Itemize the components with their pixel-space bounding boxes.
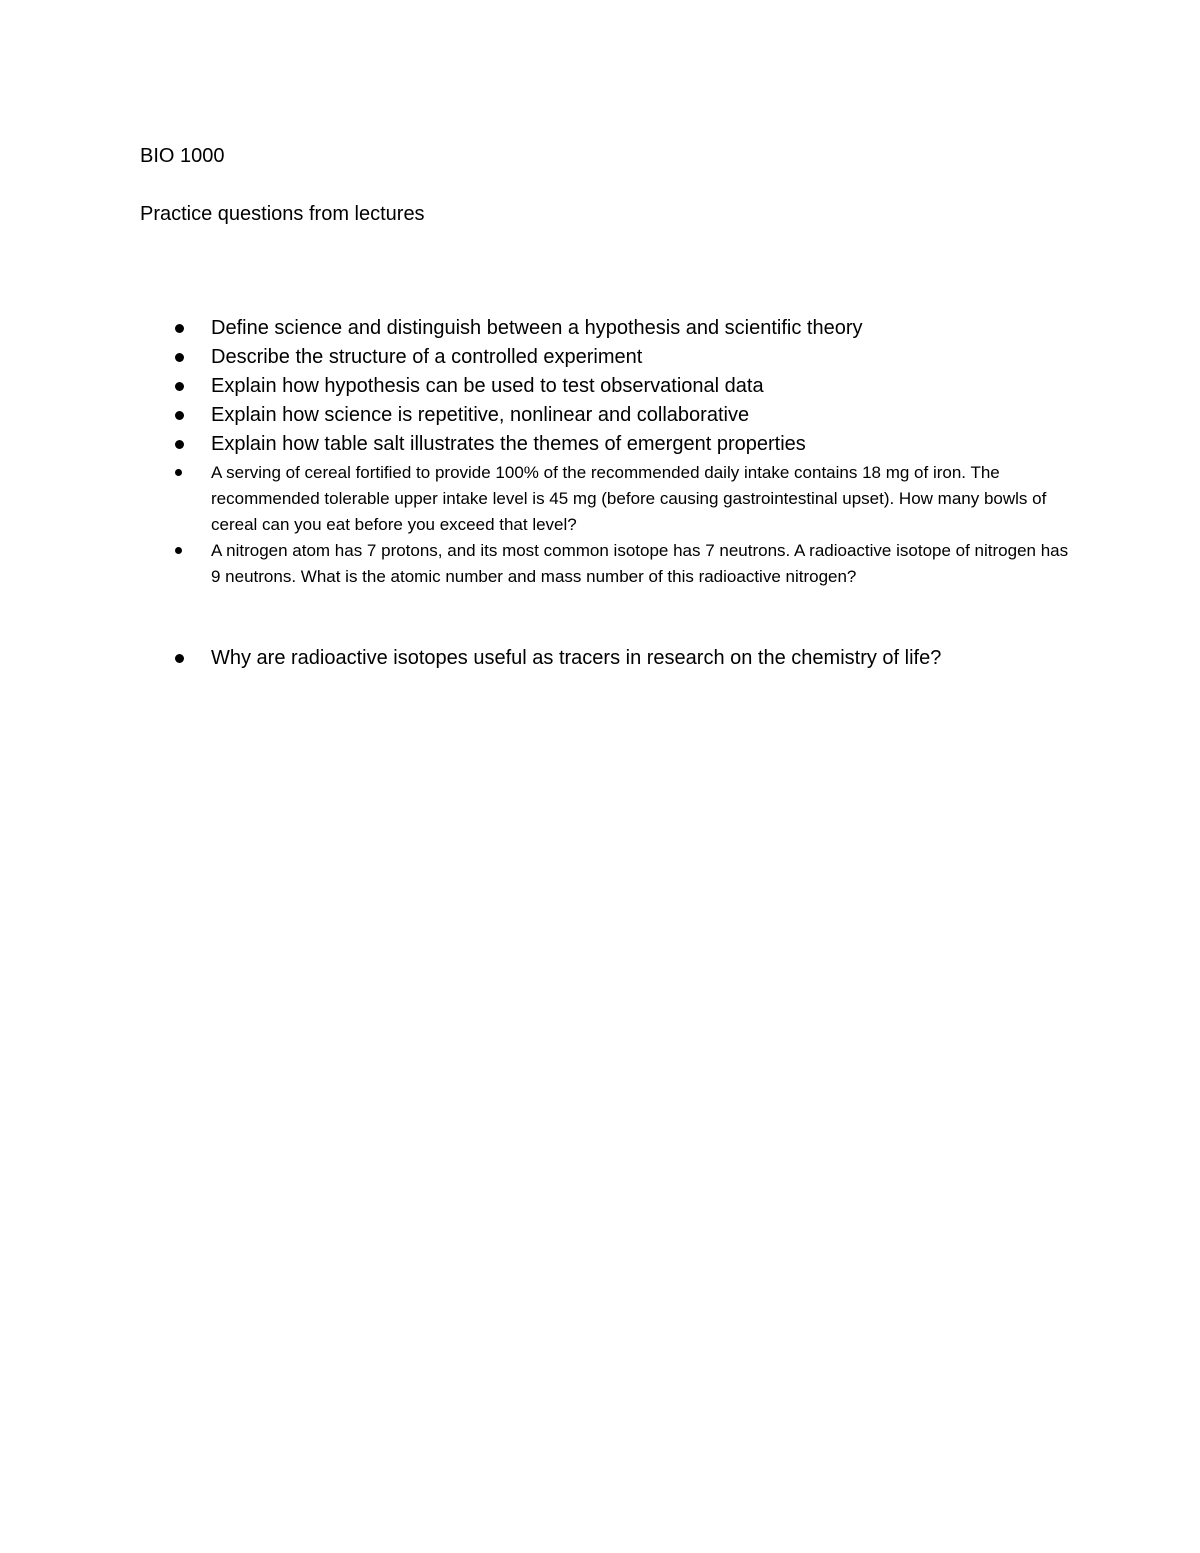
question-text: A nitrogen atom has 7 protons, and its most common isotope has 7 neutrons. A radioactive isotope of nitrogen has 9 neutrons. What is the atomic number and mass number of this radioactive nitrogen?	[211, 541, 1069, 586]
question-text: Explain how hypothesis can be used to test observational data	[211, 375, 764, 397]
question-text: Explain how science is repetitive, nonlinear and collaborative	[211, 404, 750, 426]
bullet-icon	[175, 440, 184, 449]
bullet-icon	[175, 324, 184, 333]
question-text: Explain how table salt illustrates the themes of emergent properties	[211, 433, 806, 455]
question-text: Describe the structure of a controlled experiment	[211, 346, 643, 368]
course-title: BIO 1000	[140, 145, 225, 167]
question-text: Define science and distinguish between a hypothesis and scientific theory	[211, 317, 863, 339]
question-text: Why are radioactive isotopes useful as tracers in research on the chemistry of life?	[211, 647, 942, 669]
bullet-icon	[175, 411, 184, 420]
bullet-icon	[175, 469, 182, 476]
bullet-icon	[175, 353, 184, 362]
bullet-icon	[175, 654, 184, 663]
question-text: A serving of cereal fortified to provide 100% of the recommended daily intake contains 18 mg of iron. The recommended tolerable upper intake level is 45 mg (before causing gastrointestinal upset). How many bowls of cereal can you eat before you exceed that level?	[211, 463, 1047, 534]
bullet-icon	[175, 547, 182, 554]
bullet-icon	[175, 382, 184, 391]
document-subtitle: Practice questions from lectures	[140, 203, 425, 225]
